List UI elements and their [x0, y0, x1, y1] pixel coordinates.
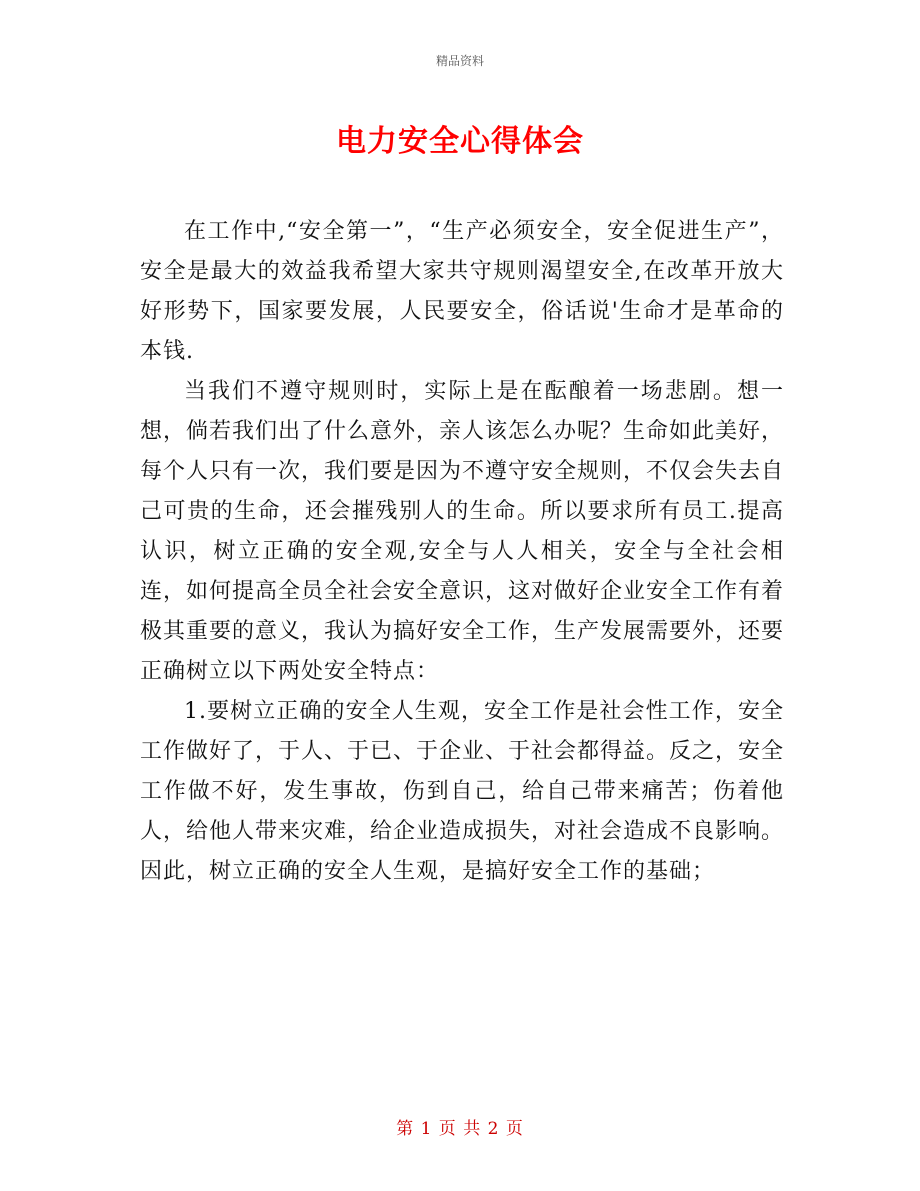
page-number-footer: 第 1 页 共 2 页: [396, 1119, 524, 1139]
paragraph-3: 1.要树立正确的安全人生观，安全工作是社会性工作，安全工作做好了，于人、于已、于企业、于社会都得益。反之，安全工作做不好，发生事故，伤到自己，给自己带来痛苦；伤着他人，给他人带来灾难，给企业造成损失，对社会造成不良影响。因此，树立正确的安全人生观，是搞好安全工作的基础；: [140, 699, 785, 884]
paragraph-2: 当我们不遵守规则时，实际上是在酝酿着一场悲剧。想一想，倘若我们出了什么意外，亲人该怎么办呢？生命如此美好，每个人只有一次，我们要是因为不遵守安全规则，不仅会失去自己可贵的生命，还会摧残别人的生命。所以要求所有员工.提高认识，树立正确的安全观,安全与人人相关，安全与全社会相连，如何提高全员全社会安全意识，这对做好企业安全工作有着极其重要的意义，我认为搞好安全工作，生产发展需要外，还要正确树立以下两处安全特点：: [140, 379, 785, 684]
document-body: [140, 212, 784, 892]
document-title: 电力安全心得体会: [336, 124, 584, 159]
paragraph-1: 在工作中,“安全第一”，“生产必须安全，安全促进生产”，安全是最大的效益我希望大家共守规则渴望安全,在改革开放大好形势下，国家要发展，人民要安全，俗话说'生命才是革命的本钱.: [140, 219, 784, 364]
header-note: 精品资料: [435, 54, 484, 68]
